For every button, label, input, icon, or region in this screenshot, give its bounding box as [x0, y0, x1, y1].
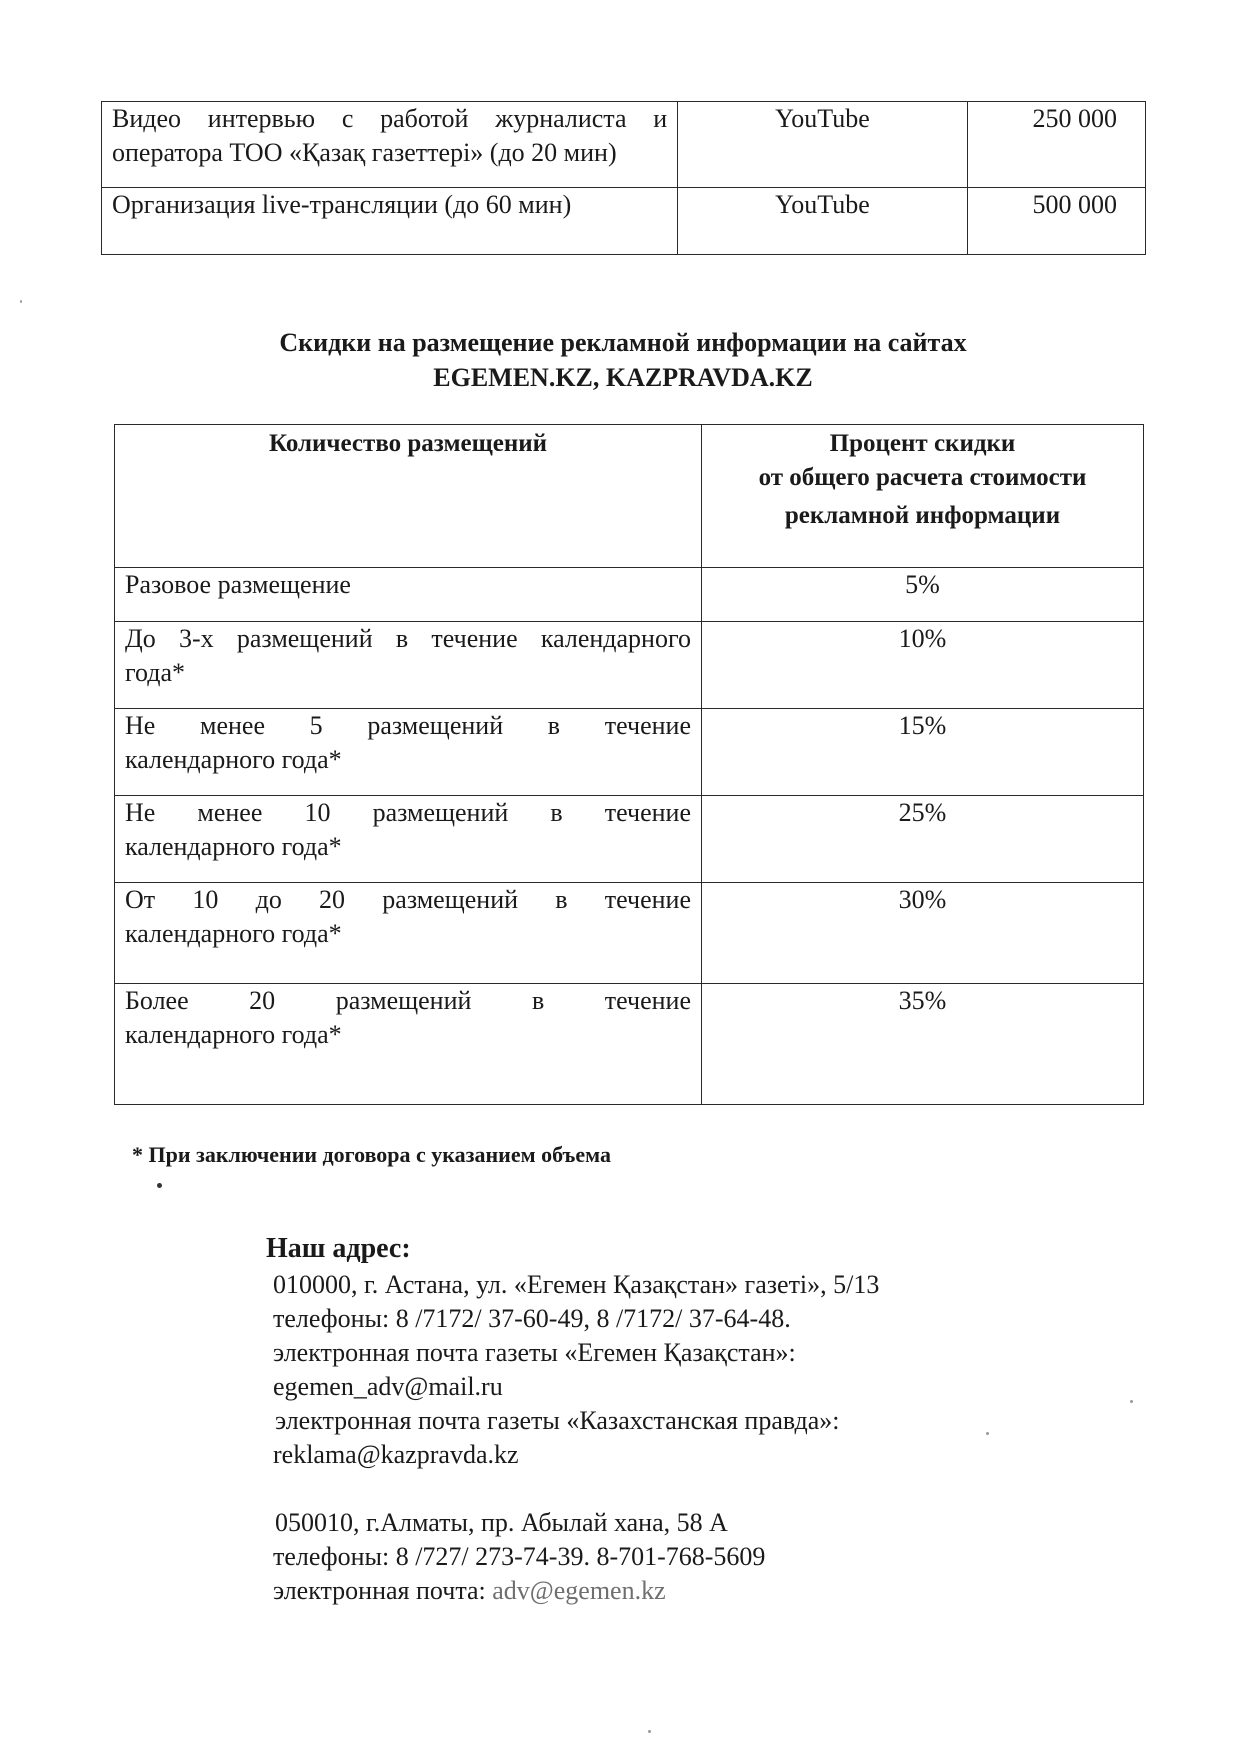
quantity-cell — [115, 984, 702, 1105]
quantity-cell — [115, 568, 702, 622]
quantity-text: календарного года* — [125, 1020, 342, 1049]
discounts-table — [114, 424, 1144, 1105]
header-percent-line: от общего расчета стоимости — [758, 464, 1087, 491]
quantity-text: года* — [125, 658, 186, 687]
kazpravda-email: reklama@kazpravda.kz — [273, 1440, 519, 1469]
egemen-email: egemen_adv@mail.ru — [273, 1372, 503, 1401]
quantity-cell — [115, 622, 702, 709]
header-percent-line: рекламной информации — [784, 502, 1061, 529]
discounts-title-line: Скидки на размещение рекламной информации на сайтах — [279, 328, 967, 357]
astana-phones: телефоны: 8 /7172/ 37-60-49, 8 /7172/ 37-64-48. — [273, 1304, 791, 1333]
table-row — [102, 102, 1146, 188]
quantity-text: Разовое размещение — [125, 570, 351, 599]
quantity-cell — [115, 796, 702, 883]
quantity-text: От 10 до 20 размещений в течение — [125, 885, 691, 914]
table-header-row — [115, 425, 1144, 568]
percent-cell: 30% — [702, 883, 1144, 984]
percent-cell: 35% — [702, 984, 1144, 1105]
percent-cell: 25% — [702, 796, 1144, 883]
header-percent — [702, 425, 1144, 568]
header-percent-line: Процент скидки — [829, 430, 1016, 457]
quantity-text: календарного года* — [125, 745, 342, 774]
astana-address: 010000, г. Астана, ул. «Егемен Қазақстан» газеті», 5/13 — [273, 1270, 880, 1299]
footnote: * При заключении договора с указанием объема — [132, 1142, 611, 1167]
table-row — [115, 796, 1144, 883]
scan-speck — [648, 1730, 651, 1733]
quantity-text: Более 20 размещений в течение — [125, 986, 691, 1015]
platform-cell: YouTube — [678, 188, 967, 255]
almaty-email-label: электронная почта: — [273, 1576, 486, 1605]
kazpravda-email-label: электронная почта газеты «Казахстанская правда»: — [275, 1406, 840, 1435]
quantity-text: календарного года* — [125, 919, 342, 948]
table-row — [102, 188, 1146, 255]
discounts-title — [0, 325, 1246, 395]
almaty-email-line — [266, 1574, 879, 1608]
quantity-text: Не менее 10 размещений в течение — [125, 798, 691, 827]
header-quantity — [115, 425, 702, 568]
services-price-table — [101, 101, 1146, 255]
header-quantity-label: Количество размещений — [268, 430, 548, 457]
percent-cell: 10% — [702, 622, 1144, 709]
table-row — [115, 568, 1144, 622]
price-cell: 250 000 — [967, 102, 1145, 188]
scan-dot — [157, 1183, 162, 1188]
almaty-address: 050010, г.Алматы, пр. Абылай хана, 58 А — [275, 1508, 728, 1537]
quantity-text: До 3-х размещений в течение календарного — [125, 624, 691, 653]
quantity-text: Не менее 5 размещений в течение — [125, 711, 691, 740]
quantity-text: календарного года* — [125, 832, 342, 861]
quantity-cell — [115, 883, 702, 984]
scan-speck — [20, 300, 22, 303]
scan-speck — [1130, 1400, 1133, 1403]
almaty-phones: телефоны: 8 /727/ 273-74-39. 8-701-768-5609 — [273, 1542, 766, 1571]
table-row — [115, 984, 1144, 1105]
contact-address-block — [266, 1232, 879, 1608]
scan-speck — [986, 1432, 989, 1435]
service-name-cell: Организация live-трансляции (до 60 мин) — [102, 188, 678, 255]
percent-cell: 5% — [702, 568, 1144, 622]
table-row — [115, 883, 1144, 984]
platform-cell: YouTube — [678, 102, 967, 188]
spacer — [266, 1472, 879, 1506]
percent-cell: 15% — [702, 709, 1144, 796]
table-row — [115, 709, 1144, 796]
egemen-email-label: электронная почта газеты «Егемен Қазақстан»: — [273, 1338, 796, 1367]
discounts-title-line: EGEMEN.KZ, KAZPRAVDA.KZ — [433, 363, 813, 392]
price-cell: 500 000 — [967, 188, 1145, 255]
quantity-cell — [115, 709, 702, 796]
address-heading: Наш адрес: — [266, 1233, 411, 1264]
service-name-cell: Видео интервью с работой журналиста и оператора ТОО «Қазақ газеттері» (до 20 мин) — [102, 102, 678, 188]
table-row — [115, 622, 1144, 709]
almaty-email: adv@egemen.kz — [492, 1576, 666, 1605]
